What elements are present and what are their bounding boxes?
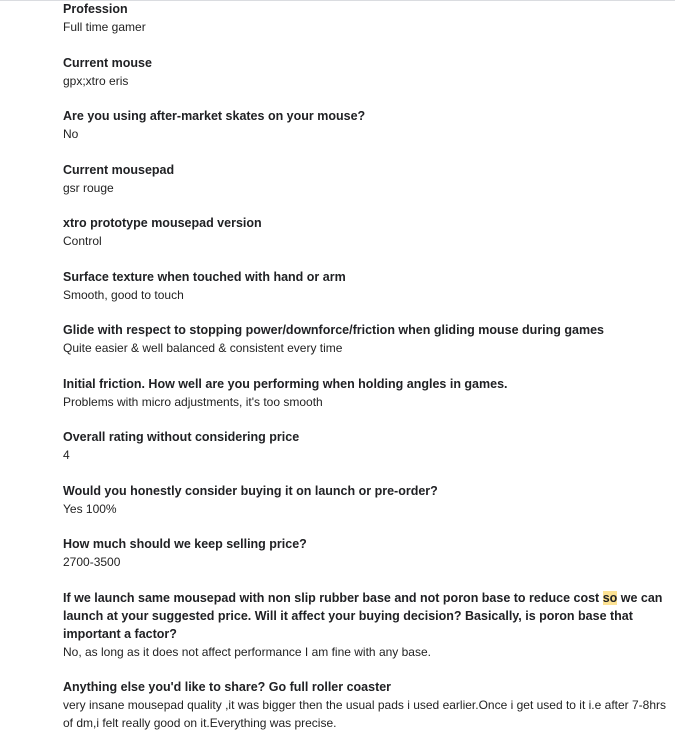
response-list [63,0,668,732]
question-label: Profession [63,2,128,16]
answer-text: 4 [63,448,70,462]
response-current-mousepad [63,161,668,197]
question-label: Current mousepad [63,162,175,177]
response-overall-rating [63,428,668,464]
question-label [63,589,668,643]
answer-text: Quite easier & well balanced & consistent every time [63,341,343,355]
response-buy-on-launch [63,482,668,518]
answer-text: Yes 100% [63,501,117,516]
answer-text: 2700-3500 [63,555,121,569]
question-label: Anything else you'd like to share? Go full roller coaster [63,680,392,694]
response-profession [63,0,668,36]
response-base-type [63,589,668,661]
question-text-before: If we launch same mousepad with non slip rubber base and not poron base to reduce cost [63,590,603,605]
answer-text: gpx;xtro eris [63,73,129,88]
answer-text: Control [63,234,102,248]
answer-text: No [63,127,79,141]
response-surface-texture [63,268,668,304]
response-prototype-version [63,214,668,250]
answer-text: gsr rouge [63,180,114,195]
question-label: How much should we keep selling price? [63,537,307,551]
response-initial-friction [63,375,668,411]
question-label: Initial friction. How well are you performing when holding angles in games. [63,376,508,391]
answer-text: Full time gamer [63,20,146,34]
response-glide [63,321,668,357]
question-label: Would you honestly consider buying it on launch or pre-order? [63,483,438,498]
question-label: Surface texture when touched with hand or arm [63,269,346,284]
answer-text: Problems with micro adjustments, it's too smooth [63,394,323,409]
answer-text: Smooth, good to touch [63,287,184,302]
response-current-mouse [63,54,668,90]
search-highlight: so [602,590,618,605]
response-anything-else [63,678,668,732]
question-label: Current mouse [63,55,152,70]
answer-text: No, as long as it does not affect performance I am fine with any base. [63,644,431,659]
question-text-after: we can launch at your suggested price. Will it affect your buying decision? Basically, is poron base that important a factor? [63,590,663,641]
question-label: Glide with respect to stopping power/downforce/friction when gliding mouse during games [63,323,605,337]
response-selling-price [63,535,668,571]
question-label: xtro prototype mousepad version [63,216,262,230]
question-label: Are you using after-market skates on your mouse? [63,109,366,123]
response-skates [63,107,668,143]
question-label: Overall rating without considering price [63,430,300,444]
answer-text: very insane mousepad quality ,it was bigger then the usual pads i used earlier.Once i get used to it i.e after 7-8hrs of dm,i felt really good on it.Everything was precise. [63,698,667,730]
